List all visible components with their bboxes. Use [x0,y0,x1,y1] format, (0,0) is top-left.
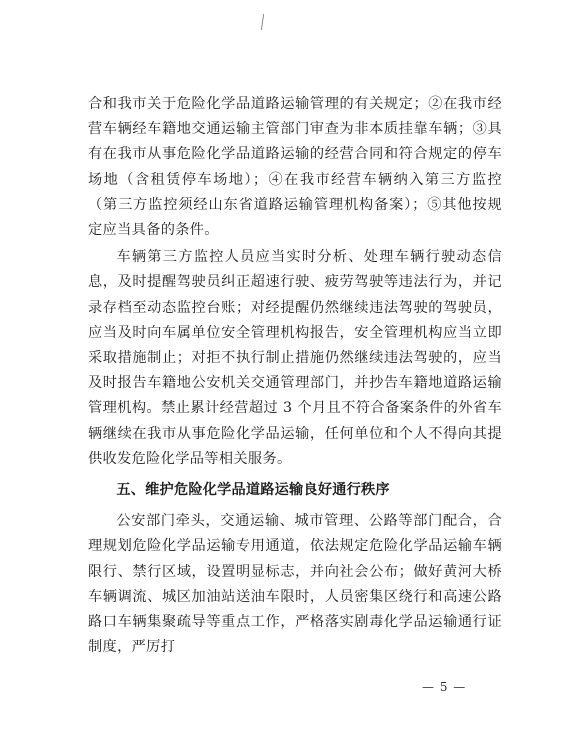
scan-mark [261,14,264,30]
page-number: — 5 — [422,680,467,694]
paragraph-monitoring: 车辆第三方监控人员应当实时分析、处理车辆行驶动态信息，及时提醒驾驶员纠正超速行驶、疲劳驾驶等违法行为，并记录存档至动态监控台账；对经提醒仍然继续违法驾驶的驾驶员，应当及时向车属单位安全管理机构报告，安全管理机构应当立即采取措施制止；对拒不执行制止措施仍然继续违法驾驶的，应当及时报告车籍地公安机关交通管理部门，并抄告车籍地道路运输管理机构。禁止累计经营超过 3 个月且不符合备案条件的外省车辆继续在我市从事危险化学品运输，任何单位和个人不得向其提供收发危险化学品等相关服务。 [88,249,502,467]
document-body [88,92,502,660]
paragraph-traffic-order: 公安部门牵头，交通运输、城市管理、公路等部门配合，合理规划危险化学品运输专用通道，依法规定危险化学品运输车辆限行、禁行区域，设置明显标志，并向社会公布；做好黄河大桥车辆调流、城区加油站送油车限时，人员密集区绕行和高速公路路口车辆集聚疏导等重点工作，严格落实剧毒化学品运输通行证制度，严厉打 [88,513,502,656]
paragraph-conditions: 合和我市关于危险化学品道路运输管理的有关规定；②在我市经营车辆经车籍地交通运输主管部门审查为非本质挂靠车辆；③具有在我市从事危险化学品道路运输的经营合同和符合规定的停车场地（含租赁停车场地）；④在我市经营车辆纳入第三方监控（第三方监控须经山东省道路运输管理机构备案）；⑤其他按规定应当具备的条件。 [88,96,502,239]
section-heading: 五、维护危险化学品道路运输良好通行秩序 [116,482,390,499]
